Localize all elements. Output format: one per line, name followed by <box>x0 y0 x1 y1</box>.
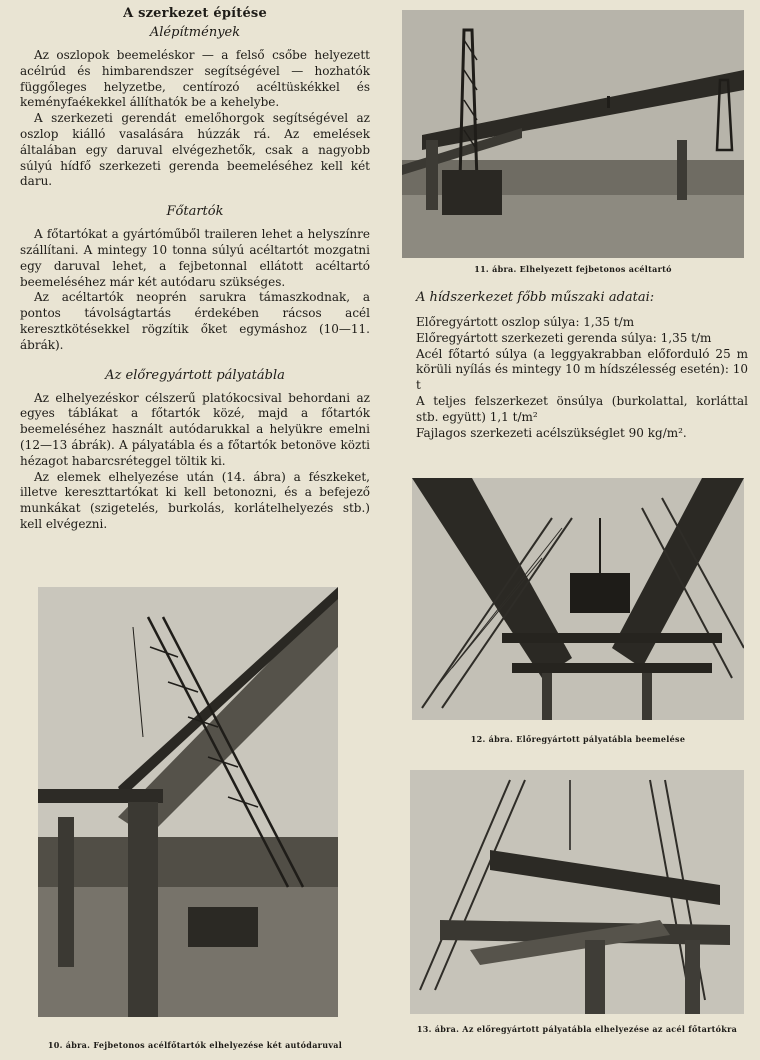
paragraph: Az oszlopok beemeléskor — a felső csőbe helyezett acélrúd és himbarendszer segítségével — hozhatók függőleges helyzetbe, centírozó acéltüskékkel és keményfaékekkel állíthatók be a kehelybe. <box>20 48 370 110</box>
paragraph: A szerkezeti gerendát emelőhorgok segítségével az oszlop kiálló vasalására húzzák rá. Az emelések általában egy daruval elvégezhetők, csak a nagyobb súlyú hídfő szerkezeti gerenda beemeléséhez kell két daru. <box>20 111 370 189</box>
figure-13-photo <box>410 770 744 1014</box>
spec-line: Előregyártott oszlop súlya: 1,35 t/m <box>416 315 635 329</box>
spec-line: Előregyártott szerkezeti gerenda súlya: 1,35 t/m <box>416 330 712 345</box>
heading-substructure: Alépítmények <box>149 25 241 40</box>
figure-11-photo <box>402 10 744 258</box>
section-title: A szerkezet építése <box>123 6 267 21</box>
left-column-text <box>20 6 370 533</box>
spec-line: Fajlagos szerkezeti acélszükséglet 90 kg/m². <box>416 425 687 440</box>
figure-10-caption: 10. ábra. Fejbetonos acélfőtartók elhelyezése két autódaruval <box>47 1040 343 1050</box>
spec-line: Acél főtartó súlya (a leggyakrabban előforduló 25 m körüli nyílás és mintegy 10 m hídszélesség esetén): 10 t <box>416 346 748 393</box>
paragraph: Az elhelyezéskor célszerű platókocsival behordani az egyes táblákat a főtartók közé, majd a főtartók beemeléséhez használt autódarukkal a helyükre emelni (12—13 ábrák). A pályatábla és a főtartók betonöve közti hézagot habarcsréteggel töltik ki. <box>20 390 370 468</box>
figure-12-photo <box>412 478 744 720</box>
heading-deck-panel: Az előregyártott pályatábla <box>105 367 285 383</box>
heading-main-girders: Főtartók <box>166 204 224 220</box>
figure-11-caption: 11. ábra. Elhelyezett fejbetonos acéltartó <box>474 264 672 274</box>
paragraph: A főtartókat a gyártóműből traileren lehet a helyszínre szállítani. A mintegy 10 tonna súlyú acéltartót mozgatni egy daruval lehet, a fejbetonnal ellátott acéltartó beemeléséhez már két autódaru szükséges. <box>20 227 370 289</box>
specs-heading: A hídszerkezet főbb műszaki adatai: <box>416 290 655 305</box>
spec-line: A teljes felszerkezet önsúlya (burkolattal, korláttal stb. együtt) 1,1 t/m² <box>416 393 748 424</box>
figure-13-caption: 13. ábra. Az előregyártott pályatábla elhelyezése az acél főtartókra <box>416 1024 738 1034</box>
specs-block <box>398 290 748 441</box>
figure-12-caption: 12. ábra. Előregyártott pályatábla beemelése <box>470 734 686 744</box>
paragraph: Az acéltartók neoprén sarukra támaszkodnak, a pontos távolságtartás érdekében rácsos acél keresztkötésekkel rögzítik őket egymáshoz (10—11. ábrák). <box>20 290 370 352</box>
paragraph: Az elemek elhelyezése után (14. ábra) a fészkeket, illetve kereszttartókat ki kell betonozni, és a befejező munkákat (szigetelés, burkolás, korlátelhelyezés stb.) kell elvégezni. <box>20 469 370 531</box>
figure-10-photo <box>38 587 338 1017</box>
